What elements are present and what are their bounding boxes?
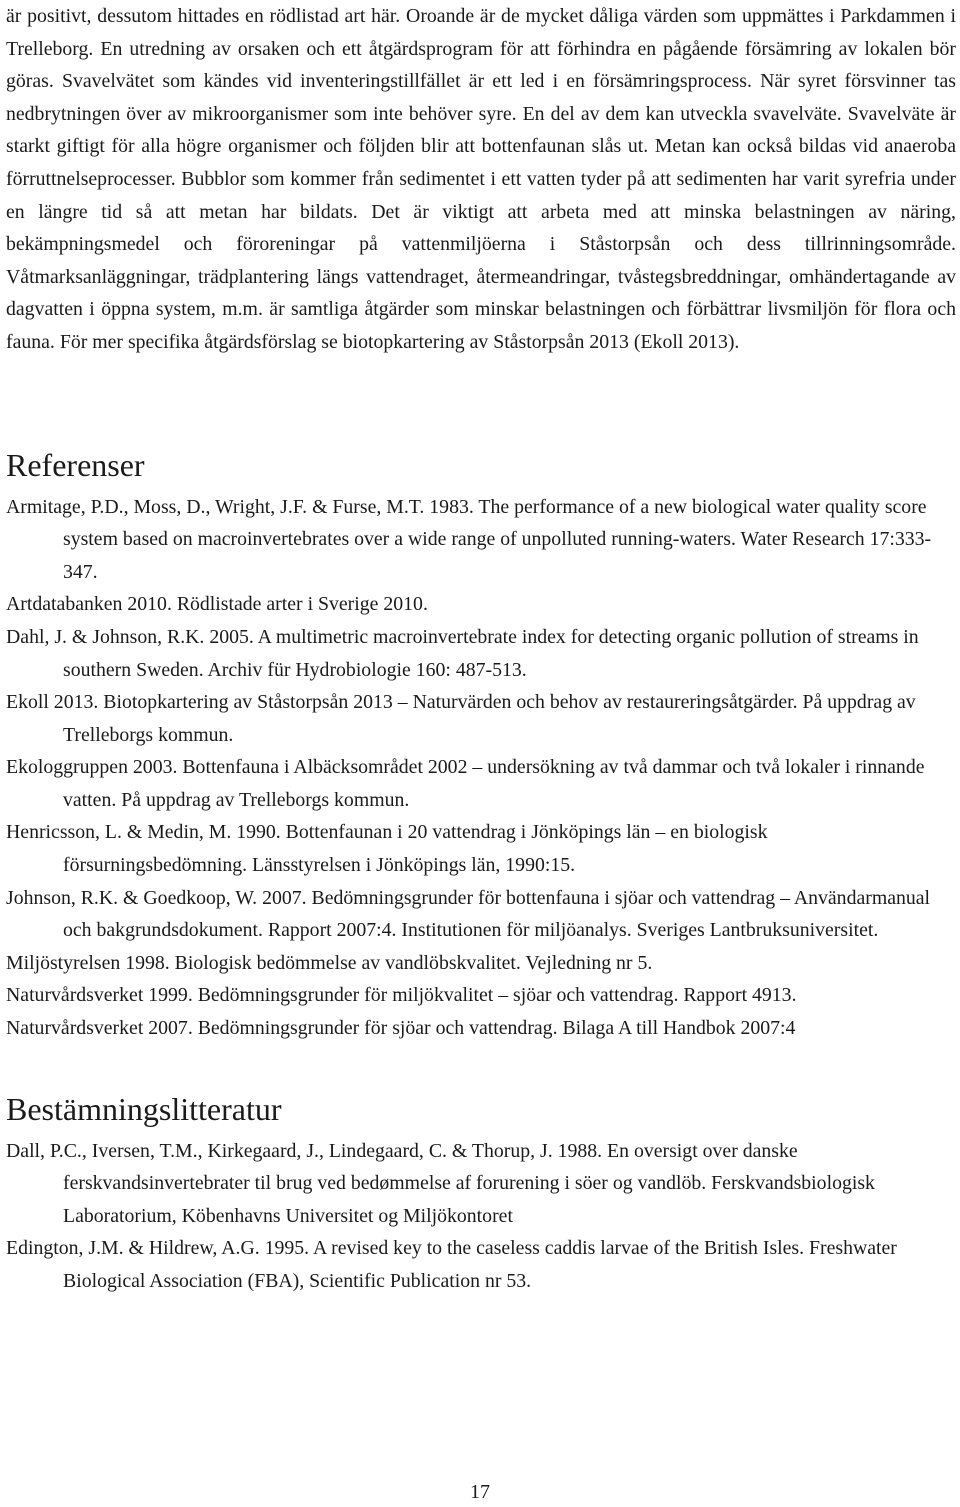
reference-item: Armitage, P.D., Moss, D., Wright, J.F. & Furse, M.T. 1983. The performance of a new biological water quality score system based on macroinvertebrates over a wide range of unpolluted running-waters. Water Research 17:333-347. xyxy=(6,495,932,583)
reference-item: Naturvårdsverket 1999. Bedömningsgrunder för miljökvalitet – sjöar och vattendrag. Rapport 4913. xyxy=(6,984,797,1007)
reference-item: Naturvårdsverket 2007. Bedömningsgrunder för sjöar och vattendrag. Bilaga A till Handbok 2007:4 xyxy=(6,1017,796,1040)
reference-item: Miljöstyrelsen 1998. Biologisk bedömmelse av vandlöbskvalitet. Vejledning nr 5. xyxy=(6,951,653,974)
references-list xyxy=(6,491,956,1045)
determination-literature-heading: Bestämningslitteratur xyxy=(6,1090,282,1127)
reference-item: Henricsson, L. & Medin, M. 1990. Bottenfaunan i 20 vattendrag i Jönköpings län – en biologisk försurningsbedömning. Länsstyrelsen i Jönköpings län, 1990:15. xyxy=(6,821,768,877)
reference-item: Artdatabanken 2010. Rödlistade arter i Sverige 2010. xyxy=(6,593,428,616)
references-heading: Referenser xyxy=(6,446,145,483)
body-paragraph: är positivt, dessutom hittades en rödlistad art här. Oroande är de mycket dåliga värden som uppmättes i Parkdammen i Trelleborg. En utredning av orsaken och ett åtgärdsprogram för att förhindra en pågående försämring av lokalen bör göras. Svavelvätet som kändes vid inventeringstillfället är ett led i en försämringsprocess. När syret försvinner tas nedbrytningen över av mikroorganismer som inte behöver syre. En del av dem kan utveckla svavelväte. Svavelväte är starkt giftigt för alla högre organismer och följden blir att bottenfaunan slås ut. Metan kan också bildas vid anaeroba förruttnelseprocesser. Bubblor som kommer från sedimentet i ett vatten tyder på att sedimenten har varit syrefria under en längre tid så att metan har bildats. Det är viktigt att arbeta med att minska belastningen av näring, bekämpningsmedel och föroreningar på vattenmiljöerna i Ståstorpsån och dess tillrinningsområde. Våtmarksanläggningar, trädplantering längs vattendraget, återmeandringar, tvåstegsbreddningar, omhändertagande av dagvatten i öppna system, m.m. är samtliga åtgärder som minskar belastningen och förbättrar livsmiljön för flora och fauna. För mer specifika åtgärdsförslag se biotopkartering av Ståstorpsån 2013 (Ekoll 2013). xyxy=(6,5,956,353)
reference-item: Dall, P.C., Iversen, T.M., Kirkegaard, J., Lindegaard, C. & Thorup, J. 1988. En oversigt over danske ferskvandsinvertebrater til brug ved bedømmelse af forurening i söer og vandlöb. Ferskvandsbiologisk Laboratorium, Köbenhavns Universitet og Miljökontoret xyxy=(6,1139,875,1227)
reference-item: Ekologgruppen 2003. Bottenfauna i Albäcksområdet 2002 – undersökning av två dammar och två lokaler i rinnande vatten. På uppdrag av Trelleborgs kommun. xyxy=(6,756,925,811)
reference-item: Dahl, J. & Johnson, R.K. 2005. A multimetric macroinvertebrate index for detecting organic pollution of streams in southern Sweden. Archiv für Hydrobiologie 160: 487-513. xyxy=(6,625,919,681)
reference-item: Edington, J.M. & Hildrew, A.G. 1995. A revised key to the caseless caddis larvae of the British Isles. Freshwater Biological Association (FBA), Scientific Publication nr 53. xyxy=(6,1237,897,1292)
reference-item: Johnson, R.K. & Goedkoop, W. 2007. Bedömningsgrunder för bottenfauna i sjöar och vattendrag – Användarmanual och bakgrundsdokument. Rapport 2007:4. Institutionen för miljöanalys. Sveriges Lantbruksuniversitet. xyxy=(6,886,931,942)
reference-item: Ekoll 2013. Biotopkartering av Ståstorpsån 2013 – Naturvärden och behov av restaureringsåtgärder. På uppdrag av Trelleborgs kommun. xyxy=(6,691,916,746)
document-page xyxy=(6,0,956,1298)
determination-literature-list xyxy=(6,1135,956,1298)
page-number: 17 xyxy=(470,1481,490,1503)
